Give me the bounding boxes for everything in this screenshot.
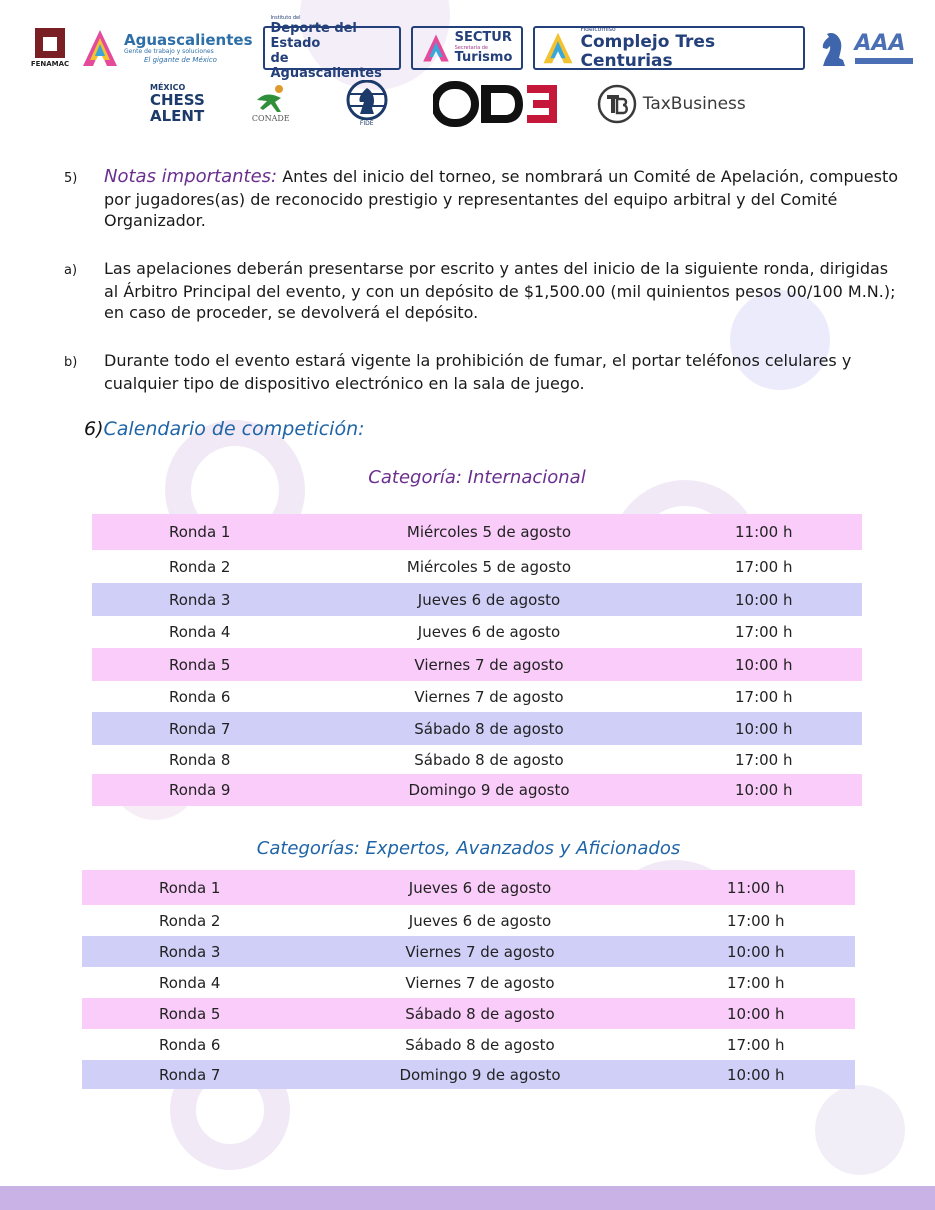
time-cell: 10:00 h: [735, 781, 793, 799]
cd3-mark-icon: [433, 81, 561, 127]
date-cell: Sábado 8 de agosto: [405, 1004, 555, 1023]
fide-logo: [337, 80, 397, 127]
time-cell: 17:00 h: [735, 750, 793, 769]
time-cell: 11:00 h: [727, 878, 785, 897]
schedule-row: [92, 616, 862, 648]
round-cell: Ronda 7: [169, 719, 231, 738]
aguascalientes-a-icon: [80, 28, 120, 68]
time-cell: 11:00 h: [735, 523, 793, 541]
schedule-row: [92, 745, 862, 774]
fideicomiso-logo: [533, 26, 805, 70]
round-cell: Ronda 5: [159, 1004, 221, 1023]
date-cell: Viernes 7 de agosto: [414, 687, 564, 706]
taxbusiness-logo: [597, 84, 746, 124]
round-cell: Ronda 4: [169, 623, 231, 641]
knight-icon: [817, 28, 851, 68]
schedule-row: [92, 583, 862, 616]
time-cell: 10:00 h: [735, 655, 793, 674]
schedule-row: [92, 550, 862, 583]
time-cell: 17:00 h: [727, 973, 785, 992]
round-cell: Ronda 3: [169, 590, 231, 609]
logos-row-bottom: [150, 80, 746, 127]
note-item-a-marker: a): [64, 263, 78, 278]
conade-text: CONADE: [251, 114, 290, 123]
aaa-logo-mark: AAA: [854, 31, 906, 56]
aguascalientes-tagline: El gigante de México: [144, 55, 217, 64]
round-cell: Ronda 8: [169, 750, 231, 769]
bottom-bar: [0, 1186, 935, 1210]
schedule-row: [82, 936, 855, 967]
schedule-row: [92, 712, 862, 745]
sectur-logo: [411, 26, 523, 70]
time-cell: 17:00 h: [735, 687, 793, 706]
runner-icon: [251, 84, 291, 114]
note-item-a: [64, 258, 904, 323]
round-cell: Ronda 2: [169, 557, 231, 576]
fide-text: FIDE: [359, 120, 374, 127]
schedule-row: [92, 774, 862, 806]
logos-row-top: [30, 15, 915, 81]
date-cell: Viernes 7 de agosto: [405, 973, 555, 992]
internacional-category-title: Categoría: Internacional: [368, 467, 586, 488]
idea-logo-line1: Instituto del: [270, 15, 301, 21]
sectur-a-icon: [421, 31, 451, 65]
date-cell: Jueves 6 de agosto: [408, 878, 552, 897]
bg-circle-bottom-right: [815, 1085, 905, 1175]
date-cell: Miércoles 5 de agosto: [406, 557, 572, 576]
date-cell: Viernes 7 de agosto: [405, 942, 555, 961]
date-cell: Jueves 6 de agosto: [417, 590, 561, 609]
fenamac-mark-icon: [35, 28, 65, 58]
cd3-logo: [433, 81, 561, 127]
date-cell: Domingo 9 de agosto: [408, 781, 570, 799]
aaa-logo: [815, 28, 915, 68]
fideicomiso-name: Complejo Tres Centurias: [580, 31, 716, 71]
section5-number: 5): [64, 171, 78, 186]
taxbusiness-text: TaxBusiness: [642, 93, 746, 114]
aguascalientes-title: Aguascalientes: [124, 30, 253, 49]
date-cell: Jueves 6 de agosto: [408, 911, 552, 930]
round-cell: Ronda 7: [159, 1065, 221, 1084]
aguascalientes-logo: [80, 24, 253, 72]
sectur-subtitle: Secretaría de: [454, 45, 489, 51]
time-cell: 10:00 h: [727, 1065, 785, 1084]
date-cell: Domingo 9 de agosto: [399, 1065, 561, 1084]
round-cell: Ronda 1: [169, 523, 231, 541]
notes-title: Notas importantes:: [104, 166, 278, 187]
schedule-row: [92, 514, 862, 550]
sectur-title: SECTUR: [454, 30, 512, 45]
round-cell: Ronda 6: [169, 687, 231, 706]
round-cell: Ronda 1: [159, 878, 221, 897]
time-cell: 17:00 h: [735, 623, 793, 641]
schedule-row: [82, 905, 855, 936]
notes-text: Antes del inicio del torneo, se nombrará un Comité de Apelación, compuesto por jugadores(as) de reconocido prestigio y representantes del equipo arbitral y del Comité Organizador.: [104, 167, 899, 230]
note-item-b-text: Durante todo el evento estará vigente la prohibición de fumar, el portar teléfonos celulares y cualquier tipo de dispositivo electrónico en la sala de juego.: [104, 351, 852, 393]
time-cell: 17:00 h: [727, 1035, 785, 1054]
note-item-b-marker: b): [64, 355, 78, 370]
section6-number: 6): [84, 418, 104, 440]
fenamac-logo-text: FENAMAC: [30, 60, 70, 68]
time-cell: 10:00 h: [727, 942, 785, 961]
aguascalientes-subtitle: Gente de trabajo y soluciones: [124, 47, 214, 55]
conade-logo: [241, 84, 301, 123]
fideicomiso-a-icon: [541, 30, 575, 66]
round-cell: Ronda 5: [169, 655, 231, 674]
idea-logo-line2: Deporte del Estado: [270, 21, 357, 51]
round-cell: Ronda 9: [169, 781, 231, 799]
time-cell: 10:00 h: [727, 1004, 785, 1023]
round-cell: Ronda 6: [159, 1035, 221, 1054]
time-cell: 10:00 h: [735, 590, 793, 609]
aaa-logo-underline: [855, 58, 913, 64]
fideicomiso-small-text: Fideicomiso: [580, 25, 616, 33]
fide-globe-icon: [338, 80, 396, 120]
idea-logo-line3: de Aguascalientes: [270, 51, 382, 81]
date-cell: Sábado 8 de agosto: [414, 719, 564, 738]
time-cell: 10:00 h: [735, 719, 793, 738]
time-cell: 17:00 h: [735, 557, 793, 576]
round-cell: Ronda 3: [159, 942, 221, 961]
date-cell: Viernes 7 de agosto: [414, 655, 564, 674]
round-cell: Ronda 2: [159, 911, 221, 930]
schedule-row: [82, 870, 855, 905]
note-item-a-text: Las apelaciones deberán presentarse por escrito y antes del inicio de la siguiente ronda, dirigidas al Árbitro Principal del evento, y con un depósito de $1,500.00 (mil quinientos pesos 00/100 M.N.); en caso de proceder, se devolverá el depósito.: [104, 259, 896, 322]
schedule-row: [92, 681, 862, 712]
date-cell: Sábado 8 de agosto: [414, 750, 564, 769]
date-cell: Sábado 8 de agosto: [405, 1035, 555, 1054]
date-cell: Jueves 6 de agosto: [417, 623, 561, 641]
fenamac-logo: [30, 25, 70, 71]
tb-circle-icon: [597, 84, 637, 124]
schedule-row: [82, 967, 855, 998]
mct-line3: ALENT: [150, 107, 205, 125]
note-item-b: [64, 350, 904, 394]
expertos-category-title: Categorías: Expertos, Avanzados y Aficionados: [256, 838, 681, 859]
schedule-row: [82, 1029, 855, 1060]
mct-line1: MÉXICO: [150, 83, 186, 92]
round-cell: Ronda 4: [159, 973, 221, 992]
time-cell: 17:00 h: [727, 911, 785, 930]
section6-title: Calendario de competición:: [103, 418, 365, 440]
schedule-row: [82, 998, 855, 1029]
idea-logo: [263, 15, 401, 81]
notes-paragraph: [64, 166, 904, 231]
calendar-section-title: [84, 418, 365, 440]
schedule-row: [92, 648, 862, 681]
mct-line2: CHESS: [150, 91, 205, 109]
date-cell: Miércoles 5 de agosto: [406, 523, 572, 541]
sectur-word: Turismo: [454, 50, 513, 65]
mexico-chess-talent-logo: [150, 83, 205, 124]
schedule-row: [82, 1060, 855, 1089]
